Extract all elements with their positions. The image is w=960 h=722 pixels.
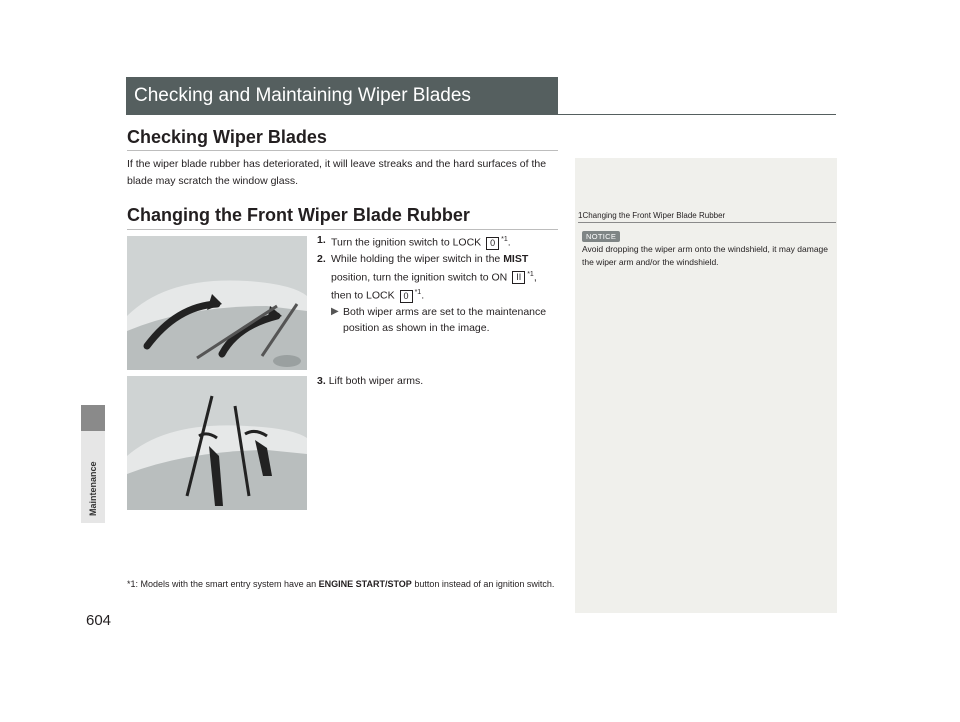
step-end: .: [507, 236, 511, 249]
heading-changing: Changing the Front Wiper Blade Rubber: [127, 205, 470, 225]
note-marker: 1: [578, 211, 583, 220]
mist-label: MIST: [503, 252, 529, 265]
step-number: 1.: [317, 234, 326, 246]
result-text: Both wiper arms are set to the maintenance position as shown in the image.: [343, 305, 547, 334]
checking-paragraph: If the wiper blade rubber has deteriorated, it will leave streaks and the hard surfaces of the blade may scratch the window glass.: [127, 158, 547, 187]
section-title: [126, 77, 558, 115]
footnote-ref: *1: [527, 270, 534, 278]
heading-rule: [127, 150, 558, 151]
car-windshield-illustration: [127, 376, 307, 510]
step-text: While holding the wiper switch in the: [331, 252, 501, 265]
section-rule: [558, 114, 836, 115]
note-panel: [575, 158, 837, 613]
notice-badge: NOTICE: [582, 231, 620, 242]
step-3: [317, 373, 423, 389]
wiper-arms-lifted-image: [127, 376, 307, 510]
footnote-bold: ENGINE START/STOP: [318, 579, 412, 589]
step-2: [317, 251, 559, 336]
note-heading-text: Changing the Front Wiper Blade Rubber: [582, 211, 726, 220]
sidebar-tab-marker: [81, 405, 105, 431]
ignition-key-indicator: 0: [400, 290, 413, 303]
sidebar-label: [88, 494, 98, 516]
footnote: [127, 575, 559, 593]
step-2-result: [331, 304, 559, 336]
step-end: .: [421, 289, 425, 302]
step-text: Turn the ignition switch to LOCK: [331, 236, 482, 249]
note-heading: [578, 211, 836, 220]
page-number: 604: [86, 612, 112, 629]
heading-checking: Checking Wiper Blades: [127, 127, 327, 147]
footnote-text: button instead of an ignition switch.: [414, 579, 555, 589]
step-text: Lift both wiper arms.: [328, 375, 424, 387]
result-arrow-icon: ▶: [331, 305, 339, 317]
ignition-key-indicator: 0: [486, 237, 499, 250]
footnote-ref: *1: [414, 289, 422, 296]
step-number: 2.: [317, 252, 326, 265]
step-text: , then to LOCK: [331, 271, 537, 302]
wiper-maintenance-position-image: [127, 236, 307, 370]
footnote-text: *1: Models with the smart entry system have an: [127, 579, 317, 589]
car-windshield-illustration: [127, 236, 307, 370]
section-title-text: Checking and Maintaining Wiper Blades: [134, 85, 471, 106]
note-rule: [578, 222, 836, 223]
notice-text: Avoid dropping the wiper arm onto the windshield, it may damage the wiper arm and/or the windshield.: [582, 244, 829, 267]
ignition-key-indicator: II: [512, 271, 525, 284]
heading-rule: [127, 229, 558, 230]
footnote-ref: *1: [501, 236, 508, 243]
step-text: position, turn the ignition switch to ON: [331, 271, 508, 283]
step-number: 3.: [317, 375, 326, 387]
step-1: [317, 232, 559, 251]
steps-list: [317, 232, 559, 336]
